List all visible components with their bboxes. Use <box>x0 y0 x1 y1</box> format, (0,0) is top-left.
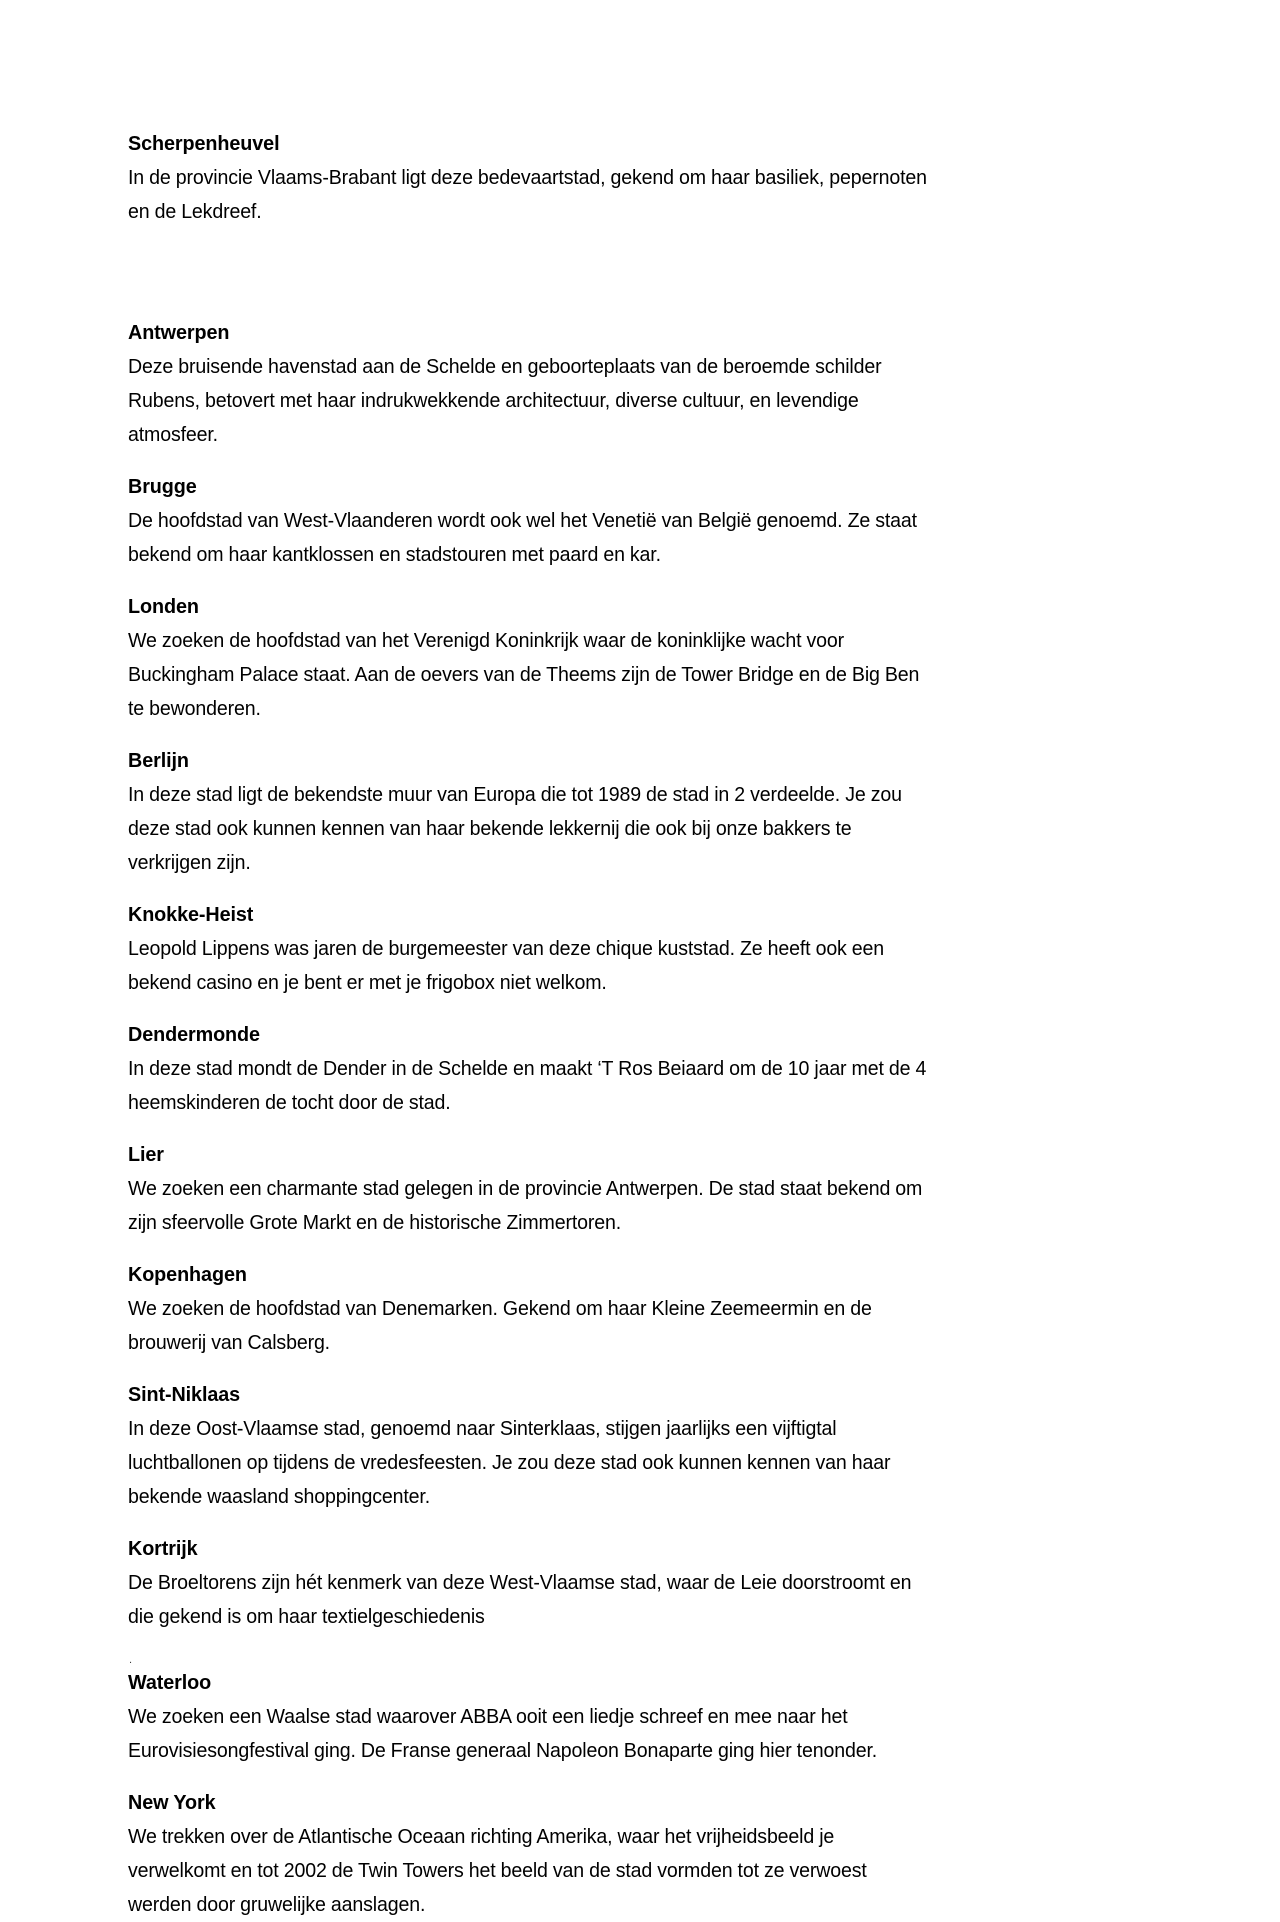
entry-text: Leopold Lippens was jaren de burgemeester van deze chique kuststad. Ze heeft ook een bekend casino en je bent er met je frigobox niet welkom. <box>128 937 885 994</box>
entry-text: In deze Oost-Vlaamse stad, genoemd naar Sinterklaas, stijgen jaarlijks een vijftigtal luchtballonen op tijdens de vredesfeesten. Je zou deze stad ook kunnen kennen van haar bekende waasland shoppingcenter. <box>128 1417 891 1508</box>
entry-sint-niklaas <box>128 1379 973 1514</box>
entry-text: Deze bruisende havenstad aan de Schelde en geboorteplaats van de beroemde schilder Rubens, betovert met haar indrukwekkende architectuur, diverse cultuur, en levendige atmosfeer. <box>128 355 882 446</box>
entry-title: Antwerpen <box>128 321 230 344</box>
entry-text: We zoeken een Waalse stad waarover ABBA ooit een liedje schreef en mee naar het Eurovisiesongfestival ging. De Franse generaal Napoleon Bonaparte ging hier tenonder. <box>128 1705 878 1762</box>
entry-title: Waterloo <box>128 1671 212 1694</box>
entry-new-york <box>128 1787 973 1922</box>
entry-text: In deze stad mondt de Dender in de Schelde en maakt ‘T Ros Beiaard om de 10 jaar met de 4 heemskinderen de tocht door de stad. <box>128 1057 927 1114</box>
entry-title: Knokke-Heist <box>128 903 254 926</box>
entry-lier <box>128 1139 973 1240</box>
entry-title: Dendermonde <box>128 1023 260 1046</box>
entry-text: In de provincie Vlaams-Brabant ligt deze bedevaartstad, gekend om haar basiliek, pepernoten en de Lekdreef. <box>128 166 927 223</box>
entry-brugge <box>128 471 973 572</box>
entry-text: De hoofdstad van West-Vlaanderen wordt ook wel het Venetië van België genoemd. Ze staat bekend om haar kantklossen en stadstouren met paard en kar. <box>128 509 917 566</box>
entry-title: Kortrijk <box>128 1537 198 1560</box>
entry-title: Kopenhagen <box>128 1263 247 1286</box>
entry-berlijn <box>128 745 973 880</box>
entry-text: We trekken over de Atlantische Oceaan richting Amerika, waar het vrijheidsbeeld je verwelkomt en tot 2002 de Twin Towers het beeld van de stad vormden tot ze verwoest werden door gruwelijke aanslagen. <box>128 1825 867 1916</box>
entry-text: We zoeken de hoofdstad van Denemarken. Gekend om haar Kleine Zeemeermin en de brouwerij van Calsberg. <box>128 1297 872 1354</box>
entry-title: Sint-Niklaas <box>128 1383 241 1406</box>
entry-antwerpen <box>128 317 973 452</box>
entry-text: We zoeken een charmante stad gelegen in de provincie Antwerpen. De stad staat bekend om zijn sfeervolle Grote Markt en de historische Zimmertoren. <box>128 1177 923 1234</box>
entry-londen <box>128 591 973 726</box>
entry-scherpenheuvel <box>128 128 973 229</box>
document-body <box>128 128 973 1922</box>
entry-title: New York <box>128 1791 216 1814</box>
entry-title: Brugge <box>128 475 197 498</box>
entry-text: We zoeken de hoofdstad van het Verenigd Koninkrijk waar de koninklijke wacht voor Buckingham Palace staat. Aan de oevers van de Theems zijn de Tower Bridge en de Big Ben te bewonderen. <box>128 629 920 720</box>
entry-title: Lier <box>128 1143 164 1166</box>
entry-waterloo <box>128 1667 973 1768</box>
entry-text: De Broeltorens zijn hét kenmerk van deze West-Vlaamse stad, waar de Leie doorstroomt en die gekend is om haar textielgeschiedenis <box>128 1571 912 1628</box>
entry-kopenhagen <box>128 1259 973 1360</box>
entry-kortrijk <box>128 1533 973 1634</box>
entry-title: Berlijn <box>128 749 189 772</box>
entry-title: Scherpenheuvel <box>128 132 280 155</box>
entry-knokke-heist <box>128 899 973 1000</box>
entry-title: Londen <box>128 595 199 618</box>
entry-dendermonde <box>128 1019 973 1120</box>
stray-punctuation-mark: . <box>129 1654 133 1666</box>
entry-text: In deze stad ligt de bekendste muur van Europa die tot 1989 de stad in 2 verdeelde. Je zou deze stad ook kunnen kennen van haar bekende lekkernij die ook bij onze bakkers te verkrijgen zijn. <box>128 783 902 874</box>
